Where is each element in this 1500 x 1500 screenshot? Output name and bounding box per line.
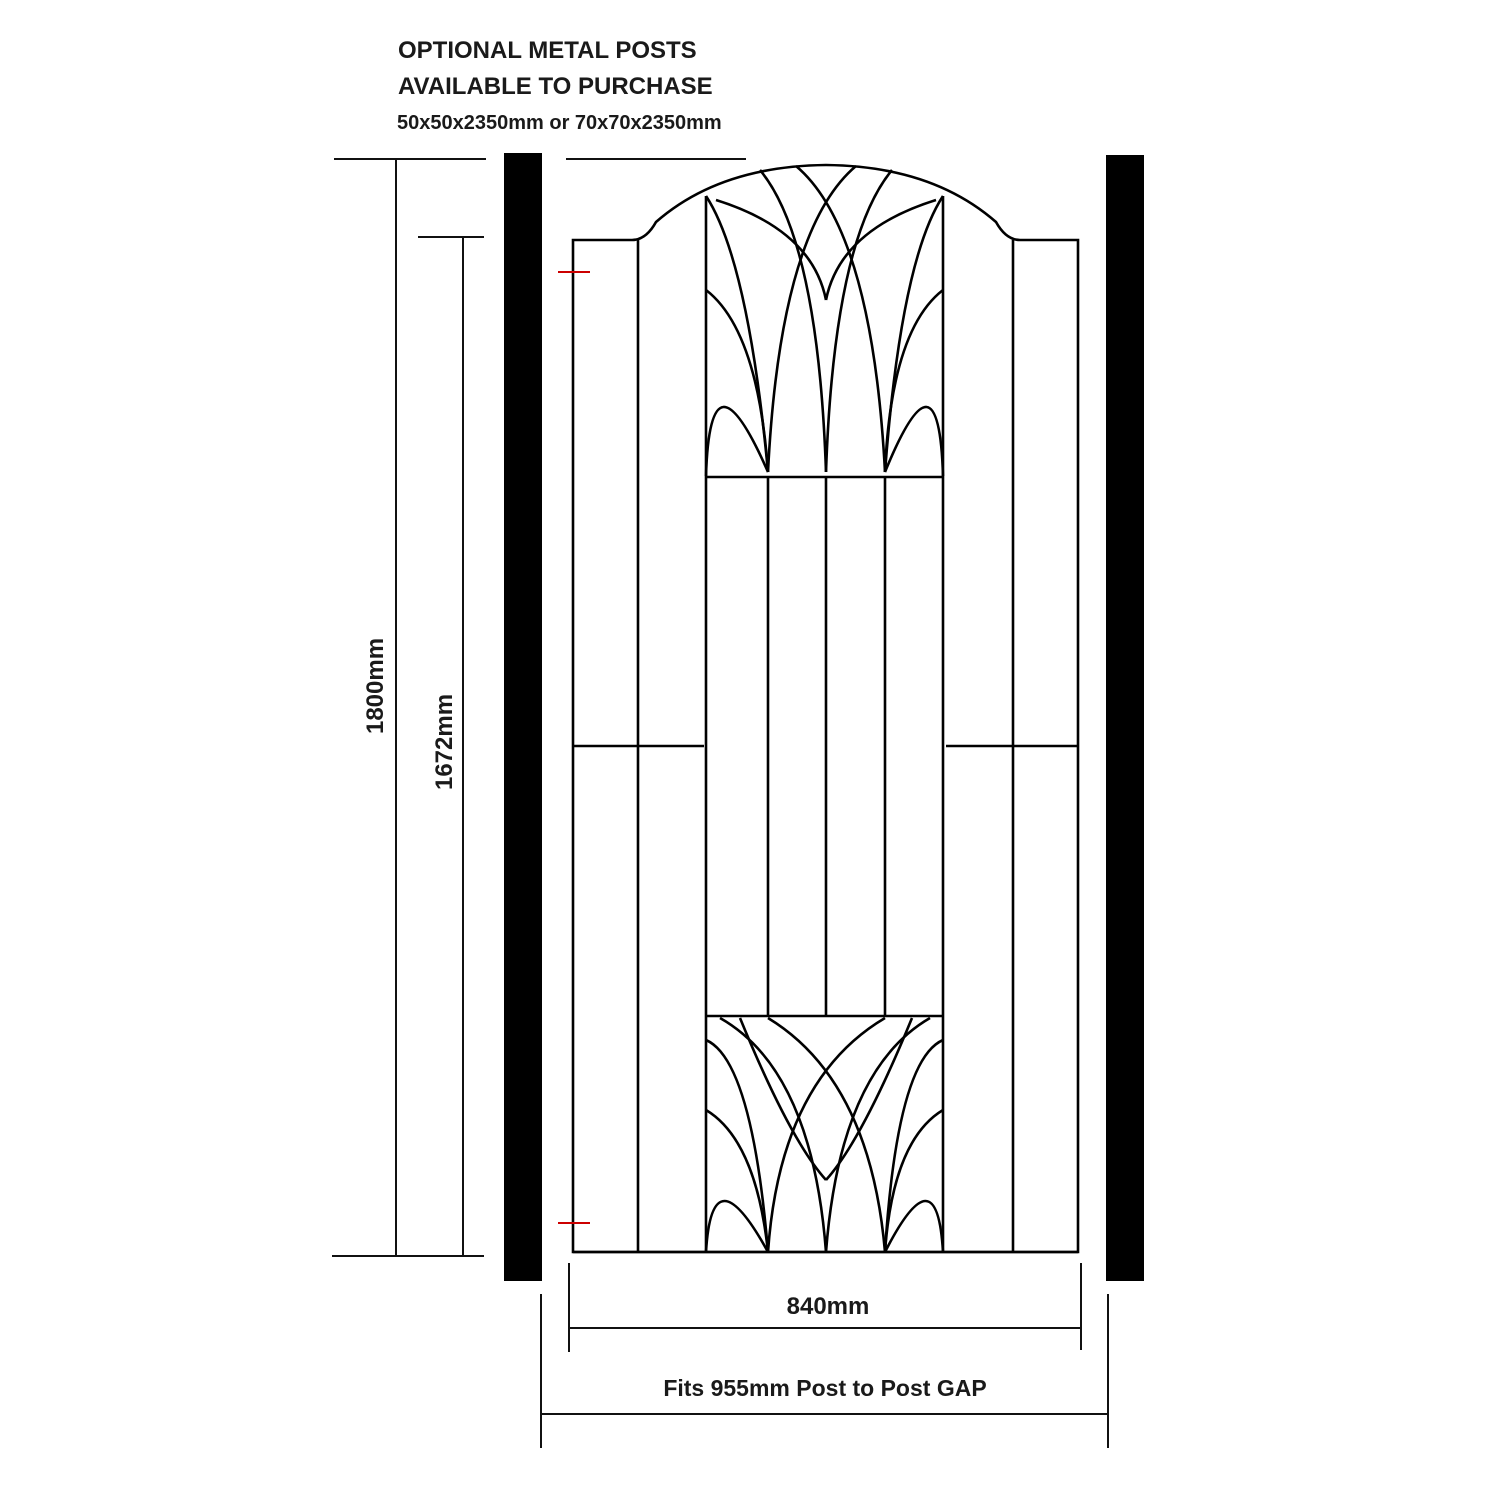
posts-note-line1: OPTIONAL METAL POSTS bbox=[398, 37, 697, 64]
posts-note-sizes: 50x50x2350mm or 70x70x2350mm bbox=[397, 112, 722, 134]
post-gap-label: Fits 955mm Post to Post GAP bbox=[663, 1375, 987, 1401]
posts-note-line2: AVAILABLE TO PURCHASE bbox=[398, 73, 713, 100]
right-post bbox=[1106, 155, 1144, 1281]
gate-width-label: 840mm bbox=[786, 1293, 870, 1320]
bottom-ornament bbox=[706, 1018, 943, 1252]
overall-height-label: 1800mm bbox=[362, 637, 389, 735]
left-post bbox=[504, 153, 542, 1281]
side-height-label: 1672mm bbox=[431, 693, 458, 791]
top-ornament bbox=[706, 166, 943, 476]
